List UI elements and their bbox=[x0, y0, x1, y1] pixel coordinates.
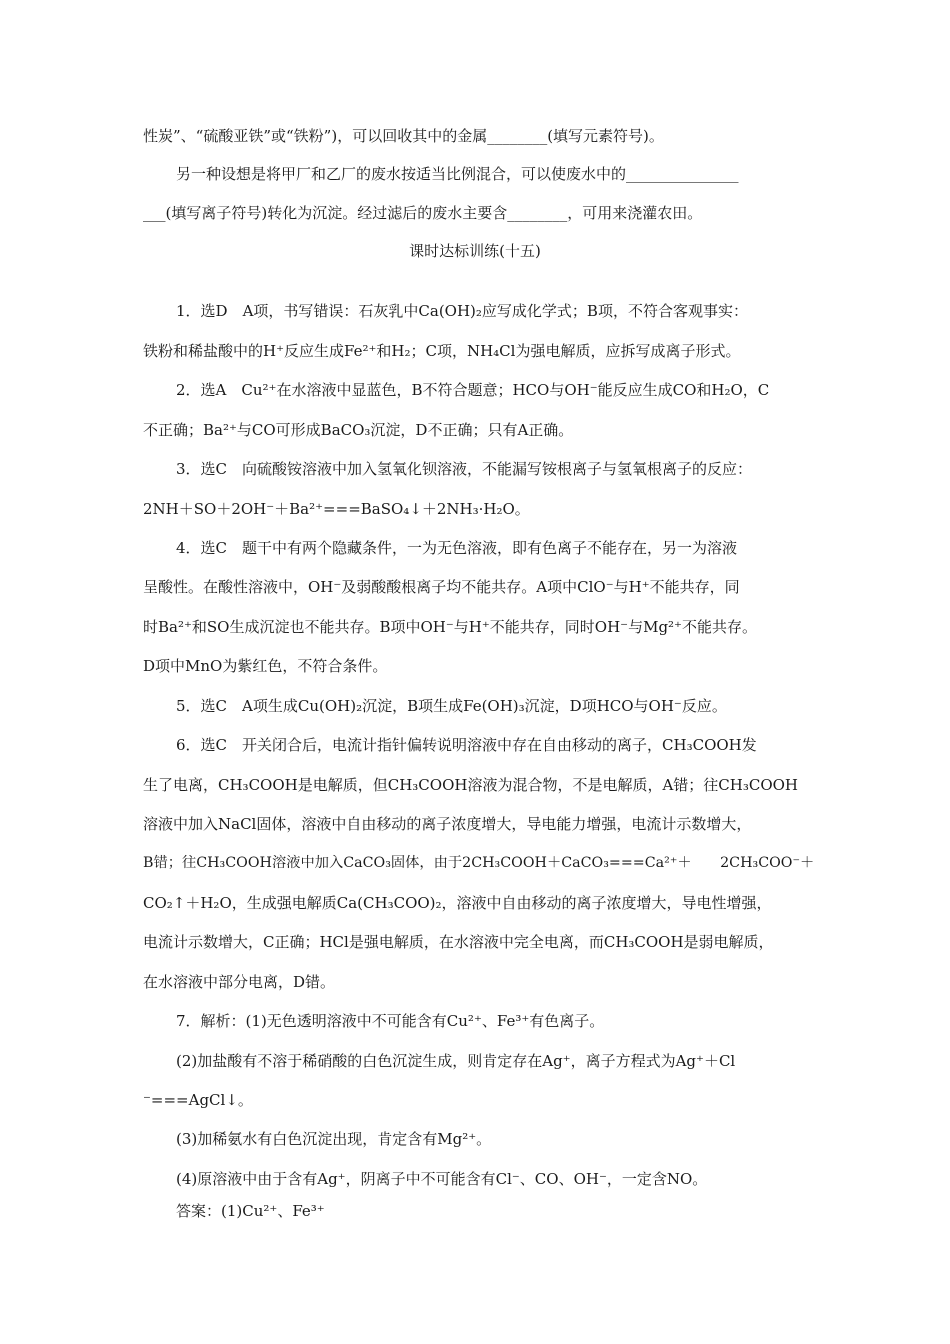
text-line: B错；往CH₃COOH溶液中加入CaCO₃固体，由于2CH₃COOH＋CaCO₃===Ca²⁺＋ 2CH₃COO⁻＋ bbox=[143, 855, 815, 871]
text-line: 性炭”、“硫酸亚铁”或“铁粉”)，可以回收其中的金属________(填写元素符号)。 bbox=[143, 127, 664, 145]
text-line: 答案：(1)Cu²⁺、Fe³⁺ bbox=[176, 1202, 325, 1220]
text-line: 4．选C 题干中有两个隐藏条件，一为无色溶液，即有色离子不能存在，另一为溶液 bbox=[176, 539, 738, 557]
text-line: ⁻===AgCl↓。 bbox=[143, 1091, 253, 1109]
text-line: ___(填写离子符号)转化为沉淀。经过滤后的废水主要含________，可用来浇灌农田。 bbox=[143, 204, 703, 222]
text-line: 呈酸性。在酸性溶液中，OH⁻及弱酸酸根离子均不能共存。A项中ClO⁻与H⁺不能共存，同 bbox=[143, 578, 740, 596]
text-line: 5．选C A项生成Cu(OH)₂沉淀，B项生成Fe(OH)₃沉淀，D项HCO与OH⁻反应。 bbox=[176, 697, 727, 715]
text-line: 3．选C 向硫酸铵溶液中加入氢氧化钡溶液，不能漏写铵根离子与氢氧根离子的反应： bbox=[176, 460, 753, 478]
text-line: 溶液中加入NaCl固体，溶液中自由移动的离子浓度增大，导电能力增强，电流计示数增大， bbox=[143, 815, 752, 833]
text-line: (2)加盐酸有不溶于稀硝酸的白色沉淀生成，则肯定存在Ag⁺，离子方程式为Ag⁺＋Cl bbox=[176, 1052, 736, 1070]
text-line: D项中MnO为紫红色，不符合条件。 bbox=[143, 657, 388, 675]
text-line: (4)原溶液中由于含有Ag⁺，阴离子中不可能含有Cl⁻、CO、OH⁻，一定含NO。 bbox=[176, 1170, 708, 1188]
text-line: 2NH＋SO＋2OH⁻＋Ba²⁺===BaSO₄↓＋2NH₃·H₂O。 bbox=[143, 500, 530, 518]
text-line: 铁粉和稀盐酸中的H⁺反应生成Fe²⁺和H₂；C项，NH₄Cl为强电解质，应拆写成离子形式。 bbox=[143, 342, 741, 360]
text-line: 1．选D A项，书写错误：石灰乳中Ca(OH)₂应写成化学式；B项，不符合客观事实： bbox=[176, 302, 748, 320]
text-line: CO₂↑＋H₂O，生成强电解质Ca(CH₃COO)₂，溶液中自由移动的离子浓度增大，导电性增强， bbox=[143, 894, 772, 912]
text-line: 电流计示数增大，C正确；HCl是强电解质，在水溶液中完全电离，而CH₃COOH是弱电解质， bbox=[143, 933, 774, 951]
text-line: 不正确；Ba²⁺与CO可形成BaCO₃沉淀，D不正确；只有A正确。 bbox=[143, 421, 574, 439]
text-line: 在水溶液中部分电离，D错。 bbox=[143, 973, 336, 991]
text-line: 7．解析：(1)无色透明溶液中不可能含有Cu²⁺、Fe³⁺有色离子。 bbox=[176, 1012, 605, 1030]
text-line: 另一种设想是将甲厂和乙厂的废水按适当比例混合，可以使废水中的_______________ bbox=[176, 165, 739, 183]
text-line: 时Ba²⁺和SO生成沉淀也不能共存。B项中OH⁻与H⁺不能共存，同时OH⁻与Mg²⁺不能共存。 bbox=[143, 618, 757, 636]
text-line: 6．选C 开关闭合后，电流计指针偏转说明溶液中存在自由移动的离子，CH₃COOH发 bbox=[176, 736, 757, 754]
text-line: 生了电离，CH₃COOH是电解质，但CH₃COOH溶液为混合物，不是电解质，A错；往CH₃COOH bbox=[143, 776, 799, 794]
text-line: (3)加稀氨水有白色沉淀出现，肯定含有Mg²⁺。 bbox=[176, 1130, 492, 1148]
text-line: 2．选A Cu²⁺在水溶液中显蓝色，B不符合题意；HCO与OH⁻能反应生成CO和H₂O，C bbox=[176, 381, 770, 399]
section-title: 课时达标训练(十五) bbox=[409, 242, 541, 260]
